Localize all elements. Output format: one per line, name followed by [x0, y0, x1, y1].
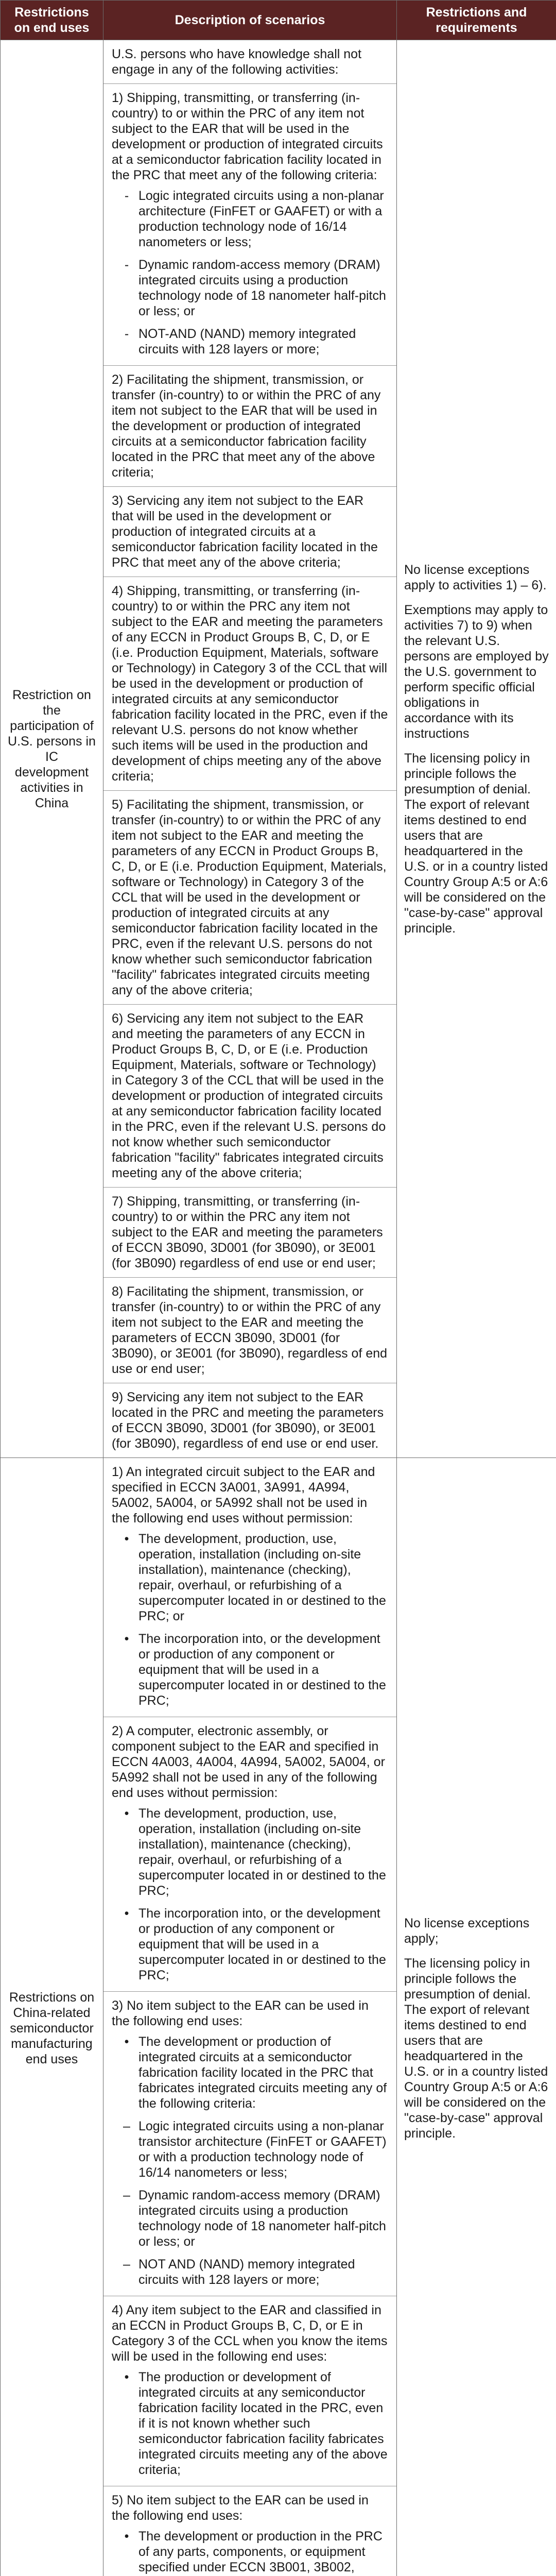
bullet-icon: •: [124, 2529, 129, 2544]
dash-icon: -: [124, 327, 129, 341]
bullet-icon: •: [124, 2035, 129, 2049]
list-item: [112, 1806, 388, 1899]
header-description-of-scenarios: Description of scenarios: [103, 1, 397, 40]
dash-icon: -: [124, 258, 129, 272]
scenario-block: [103, 1188, 396, 1278]
list-item: [112, 2034, 388, 2111]
scenario-text: 9) Servicing any item not subject to the EAR located in the PRC and meeting the parameters of ECCN 3B090, 3D001 (for 3B090), or 3E001 (for 3B090), regardless of end use or end user.: [112, 1390, 384, 1451]
list-item-text: NOT-AND (NAND) memory integrated circuits with 128 layers or more;: [138, 327, 356, 357]
dash-icon: –: [123, 2188, 130, 2202]
scenario-text: 1) An integrated circuit subject to the EAR and specified in ECCN 3A001, 3A991, 4A994, 5A002, 5A004, or 5A992 shall not be used in the following end uses without permission:: [112, 1465, 375, 1526]
requirement-text: The licensing policy in principle follows the presumption of denial. The export of relevant items destined to end users that are headquartered in the U.S. or in a country listed Country Group A:5 or A:6 will be considered on the "case-by-case" approval principle.: [404, 751, 548, 936]
scenario-block: [103, 1458, 396, 1717]
list-item: [112, 2188, 388, 2249]
requirement-text: No license exceptions apply;: [404, 1916, 530, 1946]
criteria-list: [112, 1531, 388, 1708]
scenario-text: 4) Shipping, transmitting, or transferring (in-country) to or within the PRC any item not subject to the EAR and meeting the parameters of any ECCN in Product Groups B, C, D, or E (i.e. Production Equipment, Materials, software or Technology) in Category 3 of the CCL that will be used in the development or production of integrated circuits at any semiconductor fabrication facility located in the PRC, even if the relevant U.S. persons do not know whether such items will be used in the production and development of chips meeting any of the above criteria;: [112, 584, 388, 784]
table-header-row: [1, 1, 556, 40]
scenario-block: [103, 1383, 396, 1458]
scenario-block: [103, 40, 396, 84]
scenario-block: [103, 577, 396, 791]
scenario-cell: [103, 40, 397, 1458]
list-item-text: The development or production of integrated circuits at a semiconductor fabrication facility located in the PRC that fabricates integrated circuits meeting any of the following criteria:: [138, 2035, 387, 2111]
list-item-text: Logic integrated circuits using a non-planar transistor architecture (FinFET or GAAFET) or with a production technology node of 16/14 nanometers or less;: [138, 2119, 387, 2180]
restriction-title: Restriction on the participation of U.S. persons in IC development activities in China: [1, 40, 103, 1458]
dash-icon: –: [123, 2257, 130, 2272]
header-restrictions-and-requirements: Restrictions and requirements: [397, 1, 556, 40]
criteria-list: [112, 2529, 388, 2576]
header-restrictions-on-end-uses: Restrictions on end uses: [1, 1, 103, 40]
scenario-block: [103, 1278, 396, 1383]
scenario-block: [103, 84, 396, 366]
list-item-text: Dynamic random-access memory (DRAM) integrated circuits using a production technology node of 18 nanometer half-pitch or less; or: [138, 2188, 386, 2249]
requirement-text: Exemptions may apply to activities 7) to 9) when the relevant U.S. persons are employed by the U.S. government to perform specific official obligations in accordance with its instructions: [404, 602, 549, 741]
list-item-text: NOT AND (NAND) memory integrated circuits with 128 layers or more;: [138, 2257, 355, 2287]
scenario-block: [103, 487, 396, 577]
scenario-text: 7) Shipping, transmitting, or transferring (in-country) to or within the PRC any item not subject to the EAR and meeting the parameters of ECCN 3B090, 3D001 (for 3B090), or 3E001 (for 3B090) regardless of end use or end user;: [112, 1194, 383, 1270]
scenario-block: [103, 1717, 396, 1992]
requirement-text: No license exceptions apply to activities 1) – 6).: [404, 562, 547, 592]
bullet-icon: •: [124, 1906, 129, 1921]
bullet-icon: •: [124, 1532, 129, 1546]
scenario-text: 8) Facilitating the shipment, transmission, or transfer (in-country) to or within the PRC of any item not subject to the EAR and meeting the parameters of ECCN 3B090, 3D001 (for 3B090), or 3E001 (for 3B090), regardless of end use or end user;: [112, 1284, 388, 1376]
scenario-block: [103, 2296, 396, 2486]
criteria-list: [112, 1806, 388, 1983]
scenario-block: [103, 1992, 396, 2296]
list-item-text: The development or production in the PRC of any parts, components, or equipment specified under ECCN 3B001, 3B002,: [138, 2529, 383, 2574]
list-item: [112, 1531, 388, 1624]
bullet-icon: •: [124, 1632, 129, 1646]
table-body: [1, 40, 556, 2576]
scenario-block: [103, 2486, 396, 2576]
scenario-text: 4) Any item subject to the EAR and classified in an ECCN in Product Groups B, C, D, or E in Category 3 of the CCL when you know the items will be used in the following end uses:: [112, 2303, 388, 2364]
scenario-text: 1) Shipping, transmitting, or transferring (in-country) to or within the PRC of any item not subject to the EAR that will be used in the development or production of integrated circuits at a semiconductor fabrication facility located in the PRC that meet any of the following criteria:: [112, 91, 383, 182]
criteria-list: [112, 188, 388, 357]
scenario-text: 2) A computer, electronic assembly, or component subject to the EAR and specified in ECCN 4A003, 4A004, 4A994, 5A002, 5A004, or 5A992 shall not be used in any of the following end uses without permission:: [112, 1724, 385, 1800]
list-item-text: Dynamic random-access memory (DRAM) integrated circuits using a production technology node of 18 nanometer half-pitch or less; or: [138, 258, 386, 318]
list-item: [112, 2257, 388, 2287]
list-item-text: The incorporation into, or the development or production of any component or equipment that will be used in a supercomputer located in or destined to the PRC;: [138, 1632, 386, 1708]
scenario-text: 3) Servicing any item not subject to the EAR that will be used in the development or production of integrated circuits at a semiconductor fabrication facility located in the PRC that meet any of the above criteria;: [112, 494, 378, 570]
requirements-cell: [397, 40, 556, 1458]
table-row: [1, 40, 556, 1458]
list-item: [112, 257, 388, 319]
list-item: [112, 2369, 388, 2478]
list-item: [112, 2529, 388, 2576]
table-row: [1, 1458, 556, 2576]
restriction-title: Restrictions on China-related semiconductor manufacturing end uses: [1, 1458, 103, 2576]
scenario-block: [103, 791, 396, 1005]
list-item-text: The incorporation into, or the development or production of any component or equipment that will be used in a supercomputer located in or destined to the PRC;: [138, 1906, 386, 1982]
scenario-cell: [103, 1458, 397, 2576]
scenario-block: [103, 366, 396, 487]
list-item: [112, 1631, 388, 1708]
requirements-cell: [397, 1458, 556, 2576]
bullet-icon: •: [124, 2370, 129, 2384]
dash-icon: -: [124, 189, 129, 203]
scenario-text: 5) Facilitating the shipment, transmission, or transfer (in-country) to or within the PRC of any item not subject to the EAR and meeting the parameters of any ECCN in Product Groups B, C, D, or E (i.e. Production Equipment, Materials, software or Technology) in Category 3 of the CCL that will be used in the development or production of integrated circuits at any semiconductor fabrication facility located in the PRC, even if the relevant U.S. persons do not know whether such semiconductor fabrication "facility" fabricates integrated circuits meeting any of the above criteria;: [112, 798, 387, 997]
list-item: [112, 1906, 388, 1983]
scenario-text: 3) No item subject to the EAR can be used in the following end uses:: [112, 1998, 369, 2028]
list-item-text: The development, production, use, operation, installation (including on-site installation), maintenance (checking), repair, overhaul, or refurbishing of a supercomputer located in or destined to the PRC; or: [138, 1532, 386, 1623]
list-item: [112, 326, 388, 357]
dash-icon: –: [123, 2119, 130, 2133]
requirement-text: The licensing policy in principle follows the presumption of denial. The export of relevant items destined to end users that are headquartered in the U.S. or in a country listed Country Group A:5 or A:6 will be considered on the "case-by-case" approval principle.: [404, 1956, 548, 2141]
list-item-text: The development, production, use, operation, installation (including on-site installation), maintenance (checking), repair, overhaul, or refurbishing of a supercomputer located in or destined to the PRC;: [138, 1806, 386, 1898]
criteria-list: [112, 2369, 388, 2478]
list-item: [112, 188, 388, 250]
scenario-block: [103, 1005, 396, 1188]
list-item-text: The production or development of integrated circuits at any semiconductor fabrication facility located in the PRC, even if it is not known whether such semiconductor fabrication facility fabricates integrated circuits meeting any of the above criteria;: [138, 2370, 388, 2477]
scenario-text: 2) Facilitating the shipment, transmission, or transfer (in-country) to or within the PRC of any item not subject to the EAR that will be used in the development or production of integrated circuits at a semiconductor fabrication facility located in the PRC that meet any of the above criteria;: [112, 372, 381, 480]
list-item: [112, 2119, 388, 2180]
bullet-icon: •: [124, 1806, 129, 1821]
scenario-text: 6) Servicing any item not subject to the EAR and meeting the parameters of any ECCN in Product Groups B, C, D, or E (i.e. Production Equipment, Materials, software or Technology) in Category 3 of the CCL that will be used in the development or production of integrated circuits at any semiconductor fabrication facility located in the PRC, even if the relevant U.S. persons do not know whether such semiconductor fabrication "facility" fabricates integrated circuits meeting any of the above criteria;: [112, 1011, 386, 1180]
criteria-list: [112, 2034, 388, 2287]
list-item-text: Logic integrated circuits using a non-planar architecture (FinFET or GAAFET) or with a production technology node of 16/14 nanometers or less;: [138, 189, 384, 249]
scenario-text: U.S. persons who have knowledge shall not engage in any of the following activities:: [112, 47, 362, 77]
scenario-text: 5) No item subject to the EAR can be used in the following end uses:: [112, 2493, 369, 2523]
